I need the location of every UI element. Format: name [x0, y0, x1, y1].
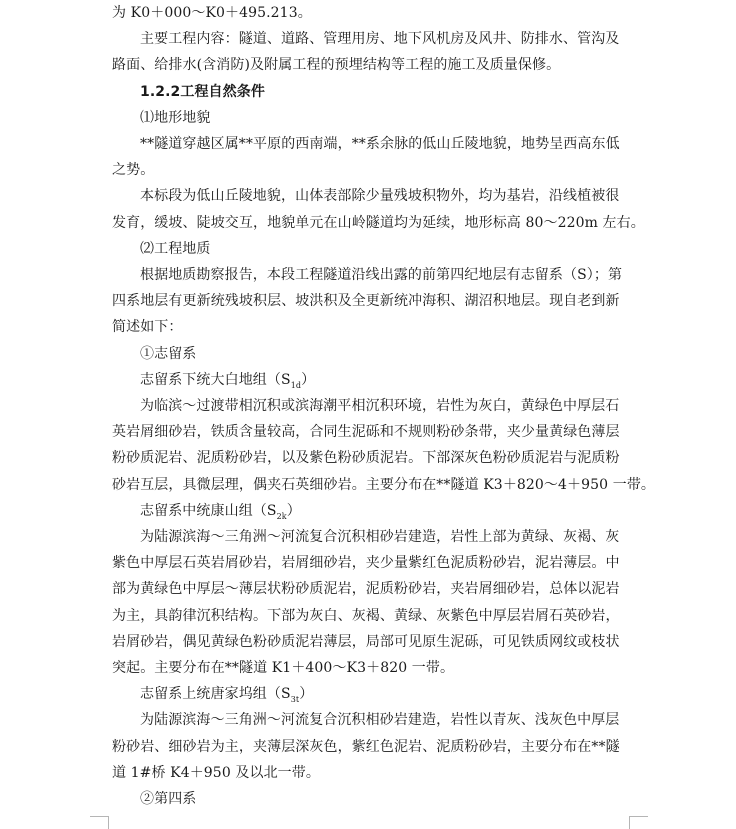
text-line-content: 粉砂质泥岩、泥质粉砂岩，以及紫色粉砂质泥岩。下部深灰色粉砂质泥岩与泥质粉 [112, 450, 620, 467]
text-line-content: **隧道穿越区属**平原的西南端，**系余脉的低山丘陵地貌，地势呈西高东低 [140, 136, 620, 153]
text-line-content: 紫色中厚层石英岩屑砂岩，岩屑细砂岩，夹少量紫红色泥质粉砂岩，泥岩薄层。中 [112, 555, 620, 572]
document-body [112, 0, 656, 812]
text-line [112, 498, 632, 524]
text-line-content: ①志留系 [140, 345, 197, 362]
formation-subscript: 3t [290, 695, 300, 705]
text-line [112, 288, 632, 314]
text-line [112, 367, 632, 393]
text-line-content: 志留系下统大白地组（S [140, 371, 291, 388]
text-line-content: 之势。 [112, 162, 155, 179]
text-line [112, 341, 632, 367]
text-line-content: 为临滨～过渡带相沉积或滨海潮平相沉积环境，岩性为灰白，黄绿色中厚层石 [140, 398, 620, 415]
text-line-content: 发育，缓坡、陡坡交互，地貌单元在山岭隧道均为延续，地形标高 80～220m 左右。 [112, 214, 645, 231]
formation-subscript: 1d [290, 380, 302, 390]
text-line-content: 英岩屑细砂岩，铁质含量较高，合同生泥砾和不规则粉砂条带，夹少量黄绿色薄层 [112, 424, 620, 441]
text-line [112, 655, 632, 681]
text-line [112, 472, 656, 498]
text-line-content: 志留系中统康山组（S [140, 502, 277, 519]
text-line [112, 681, 632, 707]
text-line [112, 262, 632, 288]
text-line-content: 路面、给排水(含消防)及附属工程的预埋结构等工程的施工及质量保修。 [112, 57, 561, 74]
text-line-content: 1.2.2工程自然条件 [140, 83, 265, 100]
text-line-suffix: ） [301, 371, 316, 388]
text-line [112, 576, 632, 602]
text-line-content: 四系地层有更新统残坡积层、坡洪积及全更新统冲海积、湖沼积地层。现自老到新 [112, 293, 620, 310]
formation-subscript: 2k [276, 511, 287, 521]
text-line [112, 52, 632, 78]
text-line [112, 393, 632, 419]
text-line-content: 主要工程内容：隧道、道路、管理用房、地下风机房及风井、防排水、管沟及 [140, 31, 620, 48]
text-line-content: 道 1#桥 K4＋950 及以北一带。 [112, 764, 320, 781]
text-line-content: 岩屑砂岩，偶见黄绿色粉砂质泥岩薄层，局部可见原生泥砾，可见铁质网纹或枝状 [112, 633, 620, 650]
text-line-content: 砂岩互层，具微层理，偶夹石英细砂岩。主要分布在**隧道 K3＋820～4＋950 一带。 [112, 476, 656, 493]
text-line-content: 部为黄绿色中厚层～薄层状粉砂质泥岩，泥质粉砂岩，夹岩屑细砂岩，总体以泥岩 [112, 581, 620, 598]
text-line [112, 210, 645, 236]
text-line [112, 236, 632, 262]
text-line [112, 550, 632, 576]
text-line [112, 419, 632, 445]
text-line-content: ⑵工程地质 [140, 240, 211, 257]
text-line [112, 786, 632, 812]
text-line [112, 26, 632, 52]
text-line-suffix: ） [299, 686, 314, 703]
page-corner-mark-right [629, 816, 648, 829]
text-line [112, 707, 632, 733]
text-line-suffix: ） [286, 502, 301, 519]
text-line-content: 突起。主要分布在**隧道 K1＋400～K3＋820 一带。 [112, 660, 455, 677]
text-line-content: 简述如下： [112, 319, 183, 336]
text-line [112, 524, 632, 550]
page-corner-mark-left [90, 816, 109, 829]
text-line [112, 734, 632, 760]
text-line-content: 为陆源滨海～三角洲～河流复合沉积相砂岩建造，岩性上部为黄绿、灰褐、灰 [140, 529, 620, 546]
text-line [112, 183, 632, 209]
text-line [112, 0, 632, 26]
text-line [112, 760, 632, 786]
text-line [112, 157, 632, 183]
text-line-content: 志留系上统唐家坞组（S [140, 686, 291, 703]
text-line [112, 314, 632, 340]
text-line-content: ②第四系 [140, 791, 197, 808]
text-line-content: 为陆源滨海～三角洲～河流复合沉积相砂岩建造，岩性以青灰、浅灰色中厚层 [140, 712, 620, 729]
text-line [112, 445, 632, 471]
text-line-content: 根据地质勘察报告，本段工程隧道沿线出露的前第四纪地层有志留系（S）；第 [140, 267, 623, 284]
text-line [112, 603, 632, 629]
text-line-content: 为主，具韵律沉积结构。下部为灰白、灰褐、黄绿、灰紫色中厚层岩屑石英砂岩， [112, 607, 620, 624]
section-heading [112, 79, 632, 105]
text-line-content: 本标段为低山丘陵地貌，山体表部除少量残坡积物外，均为基岩，沿线植被很 [140, 188, 620, 205]
text-line-content: 粉砂岩、细砂岩为主，夹薄层深灰色，紫红色泥岩、泥质粉砂岩，主要分布在**隧 [112, 738, 620, 755]
text-line [112, 105, 632, 131]
text-line [112, 629, 632, 655]
text-line-content: 为 K0＋000～K0＋495.213。 [112, 5, 312, 21]
text-line-content: ⑴地形地貌 [140, 109, 211, 126]
text-line [112, 131, 632, 157]
